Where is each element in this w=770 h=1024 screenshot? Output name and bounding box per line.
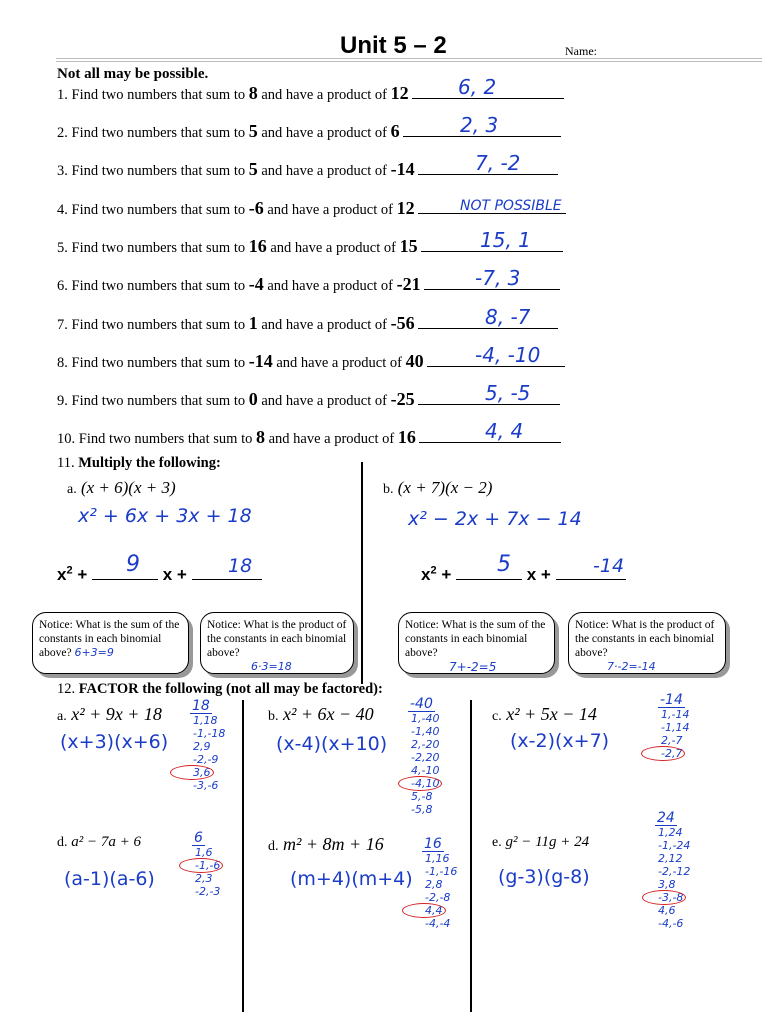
q12-expression-0: a. x² + 9x + 18 (57, 704, 162, 724)
factor-pair: -1,40 (411, 725, 440, 738)
q11a-answer-2: 18 (228, 555, 253, 577)
q11b-work: x² − 2x + 7x − 14 (408, 508, 582, 530)
q11b-expression: b. (x + 7)(x − 2) (383, 478, 493, 497)
q11b-bubble-product: Notice: What is the product of the constants in each binomial above? 7·-2=-14 (568, 612, 726, 674)
question-4: 4. Find two numbers that sum to -6 and have a product of 12 (57, 198, 566, 219)
header-rule-2 (56, 61, 762, 62)
q11-divider (361, 462, 363, 684)
q11a-expression: a. (x + 6)(x + 3) (67, 478, 176, 497)
circled-pair-mark (170, 765, 214, 780)
answer-1: 6, 2 (458, 75, 497, 99)
q11b-blank-1 (456, 564, 522, 580)
factor-pair: 1,-14 (661, 708, 690, 721)
q12-expression-4: d. m² + 8m + 16 (268, 834, 384, 854)
factor-pair: -2,-3 (195, 885, 221, 898)
q11a-work: x² + 6x + 3x + 18 (78, 505, 252, 527)
q12-answer-1: (x-4)(x+10) (276, 733, 388, 755)
factor-pair: 2,12 (658, 852, 683, 865)
answer-5: 15, 1 (480, 228, 531, 252)
q12-expression-5: e. g² − 11g + 24 (492, 834, 590, 850)
question-8: 8. Find two numbers that sum to -14 and have a product of 40 (57, 351, 565, 372)
answer-4: NOT POSSIBLE (460, 198, 562, 214)
factor-pair: -1,14 (661, 721, 690, 734)
answer-10: 4, 4 (485, 419, 524, 443)
factor-pair: 1,24 (658, 826, 683, 839)
factor-pair: -4,10 (411, 777, 440, 790)
q12-answer-3: (a-1)(a-6) (64, 868, 155, 890)
factor-pair: 1,6 (195, 846, 213, 859)
question-6: 6. Find two numbers that sum to -4 and have a product of -21 (57, 274, 560, 295)
factor-pair: -5,8 (411, 803, 433, 816)
answer-7: 8, -7 (485, 305, 531, 329)
question-9: 9. Find two numbers that sum to 0 and have a product of -25 (57, 389, 560, 410)
header-rule (56, 58, 762, 59)
question-5: 5. Find two numbers that sum to 16 and have a product of 15 (57, 236, 563, 257)
factor-pair: 2,-20 (411, 738, 440, 751)
factor-pair: 2,9 (193, 740, 211, 753)
q11-heading: 11. Multiply the following: (57, 455, 221, 471)
q11b-fill-line: $x^2 + x$ + (421, 564, 626, 585)
factor-pair: -1,-24 (658, 839, 691, 852)
factor-pair: -2,-9 (193, 753, 219, 766)
q11a-bubble-product: Notice: What is the product of the constants in each binomial above? 6·3=18 (200, 612, 354, 674)
q12-answer-5: (g-3)(g-8) (498, 866, 590, 888)
factor-pair: -1,-6 (195, 859, 221, 872)
q12-factor-list-0: 18 1,18 -1,-18 2,9 -2,-9 3,6 -3,-6 (190, 700, 228, 792)
page-title: Unit 5 – 2 (340, 32, 447, 59)
q11b-answer-1: 5 (497, 552, 511, 577)
factor-pair: -2,20 (411, 751, 440, 764)
q11b-answer-2: -14 (593, 555, 625, 577)
factor-pair: 3,6 (193, 766, 211, 779)
factor-pair: 4,6 (658, 904, 676, 917)
factor-pair: 4,4 (425, 904, 443, 917)
factor-pair: 5,-8 (411, 790, 433, 803)
q12-factor-list-2: -14 1,-14 -1,14 2,-7 -2,7 (658, 694, 692, 760)
factor-pair: -1,-18 (193, 727, 226, 740)
answer-6: -7, 3 (475, 266, 521, 290)
q12-expression-3: d. a² − 7a + 6 (57, 834, 141, 850)
q12-factor-list-5: 24 1,24 -1,-24 2,12 -2,-12 3,8 -3,-8 4,6 -4,-6 (655, 812, 693, 930)
circled-pair-mark (402, 903, 446, 918)
q12-answer-4: (m+4)(m+4) (290, 868, 413, 890)
factor-pair: -3,-8 (658, 891, 684, 904)
answer-2: 2, 3 (460, 113, 499, 137)
factor-pair: 1,-40 (411, 712, 440, 725)
q11a-bubble-sum: Notice: What is the sum of the constants in each binomial above? 6+3=9 (32, 612, 189, 674)
factor-pair: 2,-7 (661, 734, 683, 747)
factor-pair: 2,3 (195, 872, 213, 885)
answer-8: -4, -10 (475, 343, 541, 367)
q12-divider-2 (470, 700, 472, 1012)
factor-pair: -4,-4 (425, 917, 451, 930)
factor-pair: 1,18 (193, 714, 218, 727)
question-2: 2. Find two numbers that sum to 5 and have a product of 6 (57, 121, 561, 142)
name-label: Name: (565, 44, 597, 58)
question-10: 10. Find two numbers that sum to 8 and have a product of 16 (57, 427, 561, 448)
factor-pair: 2,8 (425, 878, 443, 891)
question-1: 1. Find two numbers that sum to 8 and have a product of 12 (57, 83, 564, 104)
question-3: 3. Find two numbers that sum to 5 and have a product of -14 (57, 159, 558, 180)
q12-divider-1 (242, 700, 244, 1012)
answer-3: 7, -2 (475, 151, 521, 175)
factor-pair: -4,-6 (658, 917, 684, 930)
factor-pair: 4,-10 (411, 764, 440, 777)
factor-pair: -2,7 (661, 747, 683, 760)
factor-pair: -2,-8 (425, 891, 451, 904)
factor-pair: -3,-6 (193, 779, 219, 792)
q11a-fill-line: $x^2 + x$ + (57, 564, 262, 585)
answer-9: 5, -5 (485, 381, 531, 405)
factor-pair: -2,-12 (658, 865, 691, 878)
q12-answer-2: (x-2)(x+7) (510, 730, 610, 752)
factor-pair: 1,16 (425, 852, 450, 865)
subtitle: Not all may be possible. (57, 66, 209, 82)
q12-heading: 12. FACTOR the following (not all may be factored): (57, 681, 383, 697)
q11b-bubble-sum: Notice: What is the sum of the constants in each binomial above? 7+-2=5 (398, 612, 555, 674)
q12-factor-list-3: 6 1,6 -1,-6 2,3 -2,-3 (192, 832, 223, 898)
q11a-blank-1 (92, 564, 158, 580)
question-7: 7. Find two numbers that sum to 1 and have a product of -56 (57, 313, 558, 334)
q12-factor-list-4: 16 1,16 -1,-16 2,8 -2,-8 4,4 -4,-4 (422, 838, 460, 930)
q12-answer-0: (x+3)(x+6) (60, 731, 169, 753)
q12-expression-2: c. x² + 5x − 14 (492, 704, 597, 724)
factor-pair: -1,-16 (425, 865, 458, 878)
q12-factor-list-1: -40 1,-40 -1,40 2,-20 -2,20 4,-10 -4,10 5,-8 -5,8 (408, 698, 442, 816)
q11a-answer-1: 9 (126, 552, 140, 577)
q12-expression-1: b. x² + 6x − 40 (268, 704, 374, 724)
factor-pair: 3,8 (658, 878, 676, 891)
